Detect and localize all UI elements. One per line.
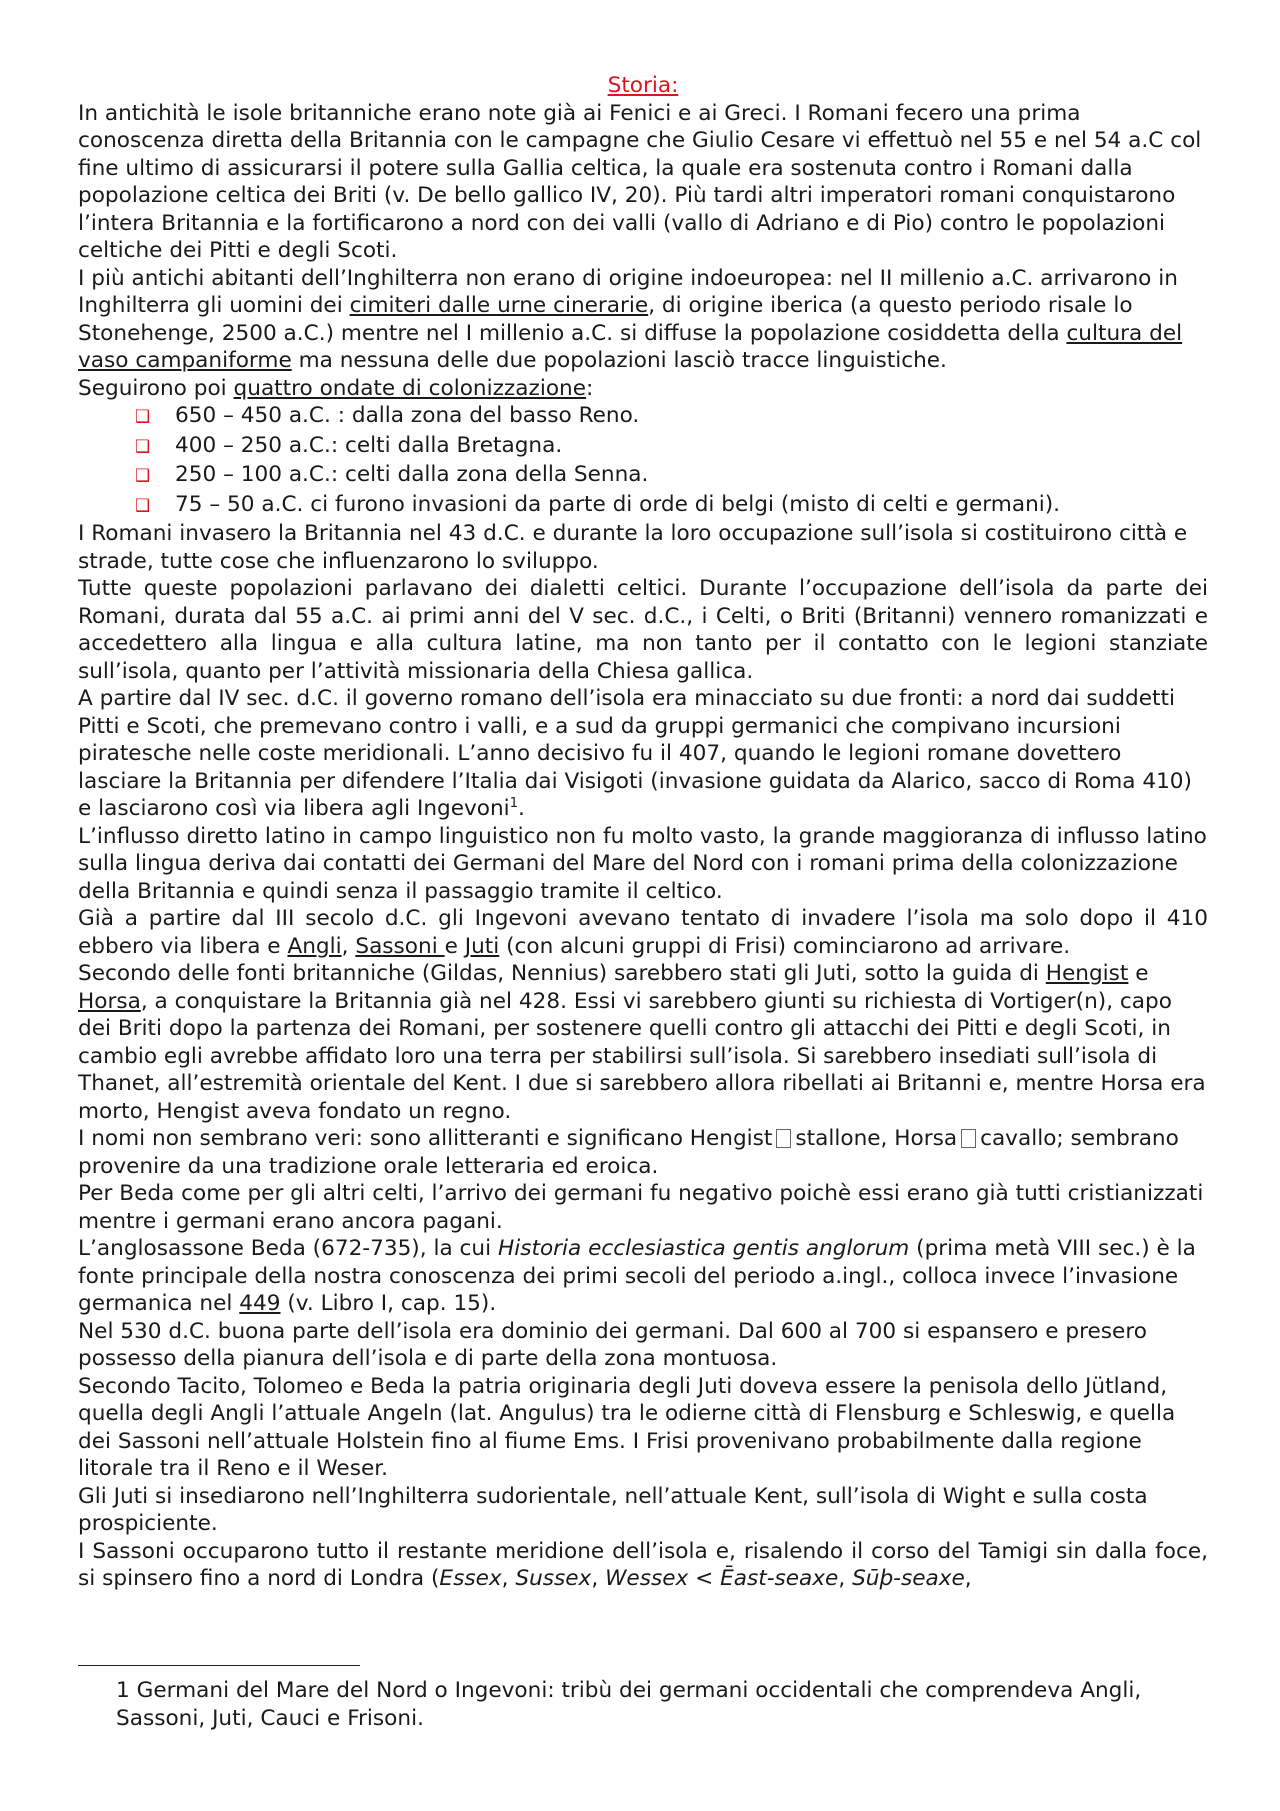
arrow-glyph-icon [776, 1129, 791, 1148]
underlined-term-hengist: Hengist [1045, 961, 1129, 986]
paragraph-colonization-intro: Seguirono poi quattro ondate di colonizzazione: [78, 375, 594, 401]
paragraph-earliest-inhabitants: I più antichi abitanti dell’Inghilterra non erano di origine indoeuropea: nel II millenio a.C. arrivarono in Inghilterra gli uomini dei cimiteri dalle urne cinerarie, di origine iberica (a questo periodo risale lo Stonehenge, 2500 a.C.) mentre nel I millenio a.C. si diffuse la popolazione cosiddetta della cultura del vaso campaniforme ma nessuna delle due popolazioni lasciò tracce linguistiche. [78, 265, 1183, 373]
list-item: ❑ 250 – 100 a.C.: celti dalla zona della Senna. [135, 461, 1208, 491]
paragraph-sassoni-settlement: I Sassoni occuparono tutto il restante meridione dell’isola e, risalendo il corso del Tamigi sin dalla foce, si spinsero fino a nord di Londra (Essex, Sussex, Wessex < Ēast-seaxe, Sūþ-seaxe, [78, 1538, 1208, 1591]
italic-title-historia: Historia ecclesiastica gentis anglorum [497, 1236, 910, 1261]
paragraph-names: I nomi non sembrano veri: sono allitteranti e significano Hengist stallone, Horsa cavallo; sembrano provenire da una tradizione orale letteraria ed eroica. [78, 1126, 1179, 1179]
footnote-number: 1 [116, 1678, 130, 1703]
footnote [116, 1677, 1196, 1732]
colonization-waves-list [78, 402, 1208, 520]
footnote-text: Germani del Mare del Nord o Ingevoni: tribù dei germani occidentali che comprendeva Angli, Sassoni, Juti, Cauci e Frisoni. [116, 1678, 1142, 1731]
underlined-term-urn-cemeteries: cimiteri dalle urne cinerarie [349, 293, 649, 318]
italic-suth-seaxe: Sūþ-seaxe [852, 1566, 965, 1591]
footnote-separator [78, 1665, 360, 1666]
paragraph-beda-celts: Per Beda come per gli altri celti, l’arrivo dei germani fu negativo poichè essi erano già tutti cristianizzati mentre i germani erano ancora pagani. [78, 1181, 1204, 1234]
list-item: ❑ 650 – 450 a.C. : dalla zona del basso Reno. [135, 402, 1208, 432]
document-body [78, 72, 1208, 1593]
underlined-term-four-waves: quattro ondate di colonizzazione [233, 375, 587, 401]
paragraph-latin-influence: L’influsso diretto latino in campo linguistico non fu molto vasto, la grande maggioranza di influsso latino sulla lingua deriva dai contatti dei Germani del Mare del Nord con i romani prima della colonizzazione della Britannia e quindi senza il passaggio tramite il celtico. [78, 823, 1207, 904]
italic-wessex-east-seaxe: Wessex < Ēast-seaxe [605, 1566, 839, 1591]
arrow-glyph-icon [961, 1129, 976, 1148]
page-title: Storia: [607, 73, 679, 98]
underlined-year-449: 449 [239, 1291, 281, 1316]
paragraph-homelands: Secondo Tacito, Tolomeo e Beda la patria originaria degli Juti doveva essere la penisola dello Jütland, quella degli Angli l’attuale Angeln (lat. Angulus) tra le odierne città di Flensburg e Schleswig, e quella dei Sassoni nell’attuale Holstein fino al fiume Ems. I Frisi provenivano probabilmente dalla regione litorale tra il Reno e il Weser. [78, 1373, 1176, 1481]
checkbox-bullet-icon: ❑ [135, 495, 151, 516]
paragraph-two-fronts: A partire dal IV sec. d.C. il governo romano dell’isola era minacciato su due fronti: a nord dai suddetti Pitti e Scoti, che premevano contro i valli, e a sud da gruppi germanici che compivano incursioni piratesche nelle coste meridionali. L’anno decisivo fu il 407, quando le legioni romane dovettero lasciare la Britannia per difendere l’Italia dai Visigoti (invasione guidata da Alarico, sacco di Roma 410) e lasciarono così via libera agli Ingevoni$^1$. [78, 686, 1192, 821]
checkbox-bullet-icon: ❑ [135, 407, 151, 427]
paragraph-beda-historia: L’anglosassone Beda (672-735), la cui Historia ecclesiastica gentis anglorum (prima metà VIII sec.) è la fonte principale della nostra conoscenza dei primi secoli del periodo a.ingl., colloca invece l’invasione germanica nel 449 (v. Libro I, cap. 15). [78, 1236, 1196, 1316]
paragraph-530: Nel 530 d.C. buona parte dell’isola era dominio dei germani. Dal 600 al 700 si espansero e presero possesso della pianura dell’isola e di parte della zona montuosa. [78, 1318, 1147, 1371]
underlined-term-horsa: Horsa [78, 988, 141, 1014]
paragraph-ingevoni: Già a partire dal III secolo d.C. gli Ingevoni avevano tentato di invadere l’isola ma solo dopo il 410 ebbero via libera e Angli, Sassoni e Juti (con alcuni gruppi di Frisi) cominciarono ad arrivare. [78, 906, 1208, 959]
footnote-reference[interactable]: 1 [509, 795, 518, 811]
underlined-term-sassoni: Sassoni [355, 933, 445, 959]
paragraph-british-sources: Secondo delle fonti britanniche (Gildas, Nennius) sarebbero stati gli Juti, sotto la guida di Hengist e Horsa, a conquistare la Britannia già nel 428. Essi vi sarebbero giunti su richiesta di Vortiger(n), capo dei Briti dopo la partenza dei Romani, per sostenere quelli contro gli attacchi dei Pitti e degli Scoti, in cambio egli avrebbe affidato loro una terra per stabilirsi sull’isola. Si sarebbero insediati sull’isola di Thanet, all’estremità orientale del Kent. I due si sarebbero allora ribellati ai Britanni e, mentre Horsa era morto, Hengist aveva fondato un regno. [78, 961, 1206, 1124]
italic-essex: Essex [439, 1566, 502, 1591]
list-item: ❑ 400 – 250 a.C.: celti dalla Bretagna. [135, 432, 1208, 462]
underlined-term-bell-beaker: cultura del vaso campaniforme [78, 320, 1183, 373]
paragraph-celtic-dialects: Tutte queste popolazioni parlavano dei dialetti celtici. Durante l’occupazione dell’isola da parte dei Romani, durata dal 55 a.C. ai primi anni del V sec. d.C., i Celti, o Briti (Britanni) vennero romanizzati e accedettero alla lingua e alla cultura latine, ma non tanto per il contatto con le legioni stanziate sull’isola, quanto per l’attività missionaria della Chiesa gallica. [78, 576, 1208, 684]
list-item: ❑ 75 – 50 a.C. ci furono invasioni da parte di orde di belgi (misto di celti e germani). [135, 491, 1208, 521]
checkbox-bullet-icon: ❑ [135, 466, 151, 486]
checkbox-bullet-icon: ❑ [135, 436, 151, 457]
paragraph-roman-invasion: I Romani invasero la Britannia nel 43 d.C. e durante la loro occupazione sull’isola si costituirono città e strade, tutte cose che influenzarono lo sviluppo. [78, 521, 1188, 574]
underlined-term-juti: Juti [464, 933, 500, 959]
underlined-term-angli: Angli [287, 933, 342, 959]
italic-sussex: Sussex [515, 1566, 592, 1591]
paragraph-juti-settlement: Gli Juti si insediarono nell’Inghilterra sudorientale, nell’attuale Kent, sull’isola di Wight e sulla costa prospiciente. [78, 1483, 1148, 1536]
paragraph-antiquity: In antichità le isole britanniche erano note già ai Fenici e ai Greci. I Romani fecero una prima conoscenza diretta della Britannia con le campagne che Giulio Cesare vi effettuò nel 55 e nel 54 a.C col fine ultimo di assicurarsi il potere sulla Gallia celtica, la quale era sostenuta contro i Romani dalla popolazione celtica dei Briti (v. De bello gallico IV, 20). Più tardi altri imperatori romani conquistarono l’intera Britannia e la fortificarono a nord con dei valli (vallo di Adriano e di Pio) contro le popolazioni celtiche dei Pitti e degli Scoti. [78, 100, 1202, 263]
